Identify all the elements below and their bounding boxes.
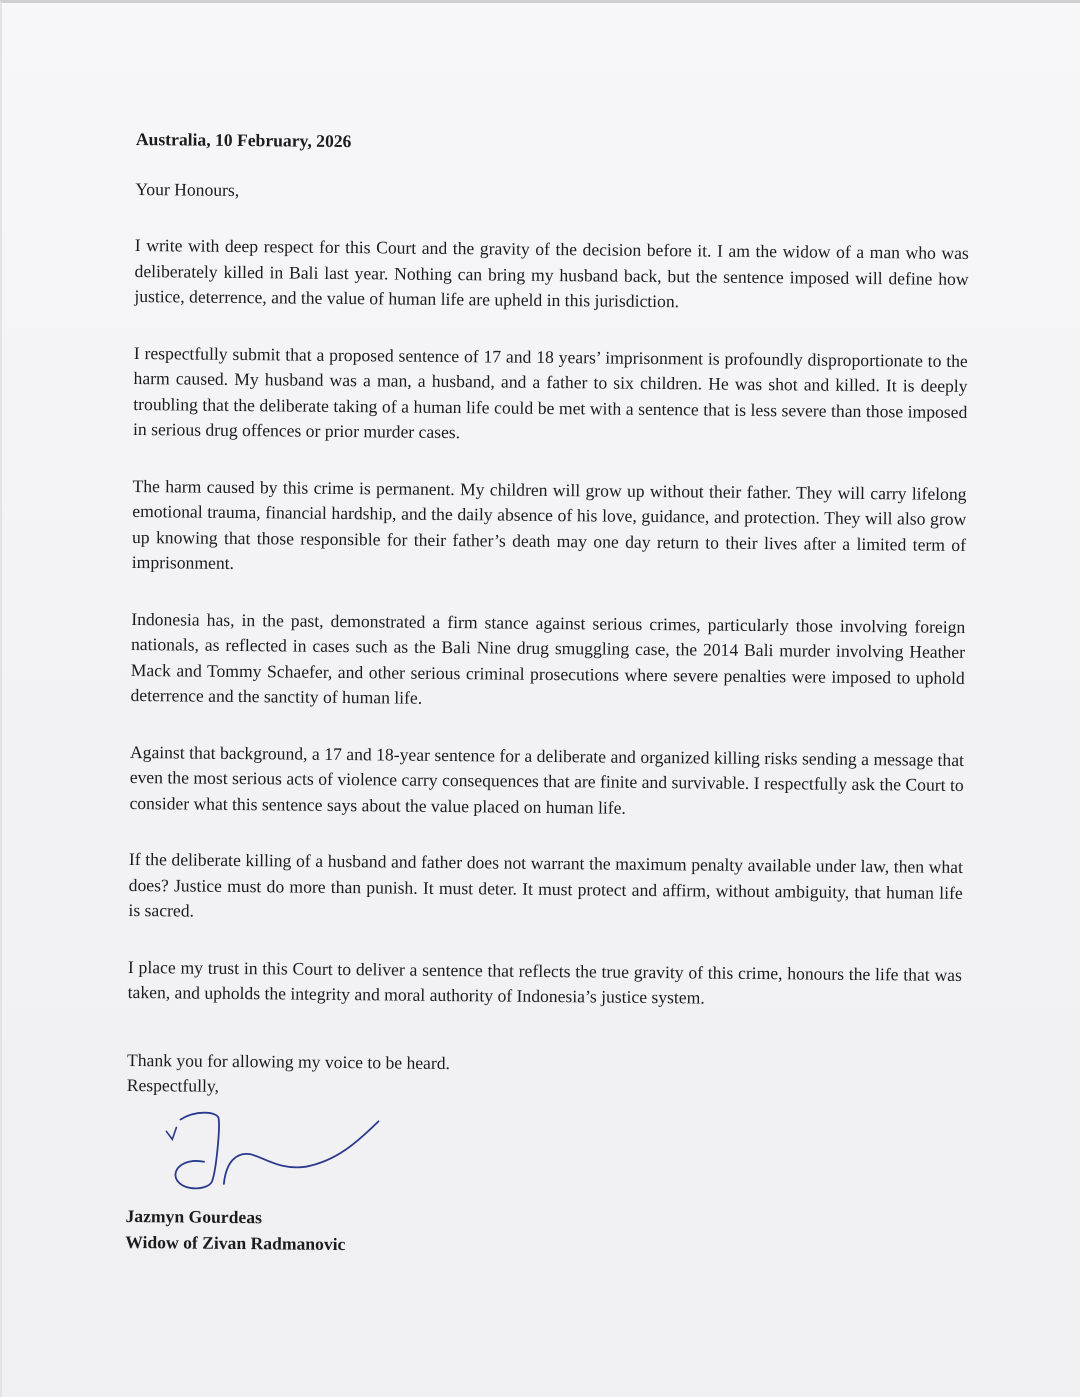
paragraph-1: I write with deep respect for this Court and the gravity of the decision before it. I am the widow of a man who was deliberately killed in Bali last year. Nothing can bring my husband back, but the sentence imposed will define how justice, deterrence, and the value of human life are upheld in this jurisdiction. <box>134 234 969 312</box>
paragraph-6: If the deliberate killing of a husband and father does not warrant the maximum penalty available under law, then what does? Justice must do more than punish. It must deter. It must protect and affirm, without ambiguity, that human life is sacred. <box>128 848 964 921</box>
letter-salutation: Your Honours, <box>135 178 240 200</box>
paragraph-2: I respectfully submit that a proposed sentence of 17 and 18 years’ imprisonment is profoundly disproportionate to the harm caused. My husband was a man, a husband, and a father to six children. He was shot and killed. It is deeply troubling that the deliberate taking of a human life could be met with a sentence that is less severe than those imposed in serious drug offences or prior murder cases. <box>133 342 968 443</box>
paragraph-7: I place my trust in this Court to deliver a sentence that reflects the true gravity of this crime, honours the life that was taken, and upholds the integrity and moral authority of Indonesia’s justice system. <box>127 956 962 1008</box>
signature-icon <box>156 1101 397 1199</box>
signer-block <box>125 1202 959 1262</box>
letter-date: Australia, 10 February, 2026 <box>135 128 352 152</box>
closing-block <box>127 1047 961 1106</box>
closing-thanks: Thank you for allowing my voice to be heard. <box>126 1049 451 1073</box>
signer-title: Widow of Zivan Radmanovic <box>125 1231 346 1254</box>
paragraph-5: Against that background, a 17 and 18-year sentence for a deliberate and organized killing risks sending a message that even the most serious acts of violence carry consequences that are finite and survivable. I respectfully ask the Court to consider what this sentence says about the value placed on human life. <box>129 741 965 818</box>
paragraph-4: Indonesia has, in the past, demonstrated a firm stance against serious crimes, particularly those involving foreign nationals, as reflected in cases such as the Bali Nine drug smuggling case, the 2014 Bali murder involving Heather Mack and Tommy Schaefer, and other serious criminal prosecutions where severe penalties were imposed to uphold deterrence and the sanctity of human life. <box>130 608 966 708</box>
closing-respectfully: Respectfully, <box>126 1074 220 1096</box>
signer-name: Jazmyn Gourdeas <box>125 1205 263 1227</box>
paragraph-3: The harm caused by this crime is permanent. My children will grow up without their father. They will carry lifelong emotional trauma, financial hardship, and the daily absence of his love, guidance, and protection. They will also grow up knowing that those responsible for their father’s death may one day return to their lives after a limited term of imprisonment. <box>131 475 967 573</box>
letter-body <box>125 127 970 1262</box>
